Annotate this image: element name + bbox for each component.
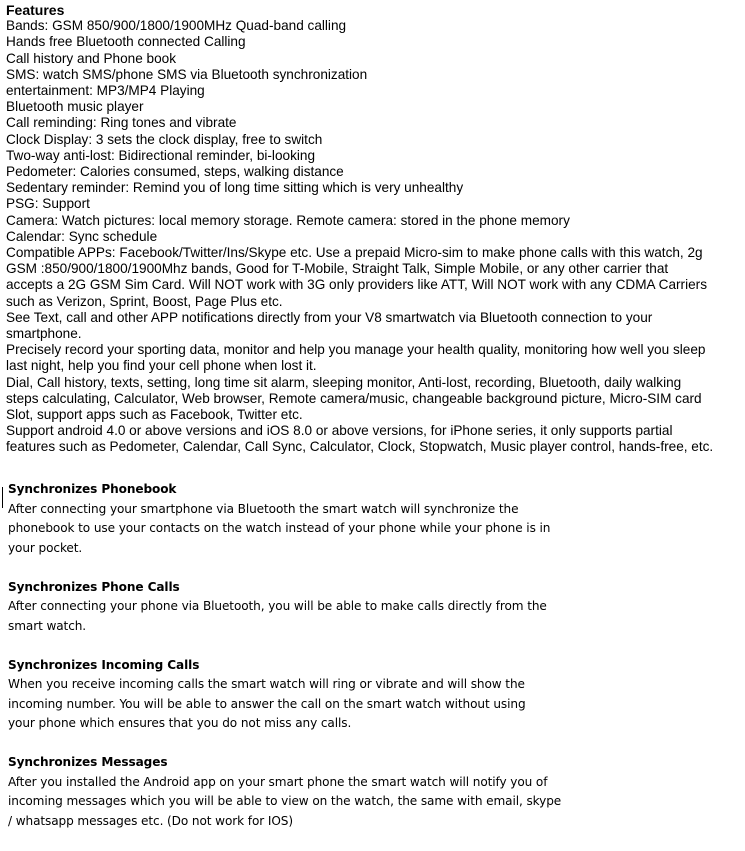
features-title: Features [6, 2, 65, 18]
features-line: SMS: watch SMS/phone SMS via Bluetooth synchronization [6, 66, 368, 82]
features-line: Compatible APPs: Facebook/Twitter/Ins/Skype etc. Use a prepaid Micro-sim to make phone calls with this watch, 2g [6, 245, 703, 261]
features-line: entertainment: MP3/MP4 Playing [6, 83, 205, 99]
features-line: See Text, call and other APP notifications directly from your V8 smartwatch via Bluetooth connection to your [6, 309, 653, 325]
document [6, 2, 743, 456]
features-line: features such as Pedometer, Calendar, Call Sync, Calculator, Clock, Stopwatch, Music player control, hands-free, etc. [6, 439, 714, 455]
section-body [8, 597, 608, 636]
features-block [6, 2, 743, 456]
features-line: smartphone. [6, 326, 82, 342]
features-line: Clock Display: 3 sets the clock display, free to switch [6, 131, 323, 147]
features-line: such as Verizon, Sprint, Boost, Page Plus etc. [6, 293, 283, 309]
features-line: PSG: Support [6, 196, 90, 212]
features-list [6, 18, 743, 455]
features-line: GSM :850/900/1800/1900Mhz bands, Good for T-Mobile, Straight Talk, Simple Mobile, or any other carrier that [6, 261, 669, 277]
section-incoming-calls [8, 656, 608, 734]
section-line: smart watch. [8, 618, 87, 633]
section-line: After connecting your smartphone via Bluetooth the smart watch will synchronize the [8, 501, 519, 516]
features-line: Precisely record your sporting data, monitor and help you manage your health quality, monitoring how well you sleep [6, 342, 706, 358]
features-line: Support android 4.0 or above versions and iOS 8.0 or above versions, for iPhone series, it only supports partial [6, 423, 673, 439]
features-line: Pedometer: Calories consumed, steps, walking distance [6, 164, 344, 180]
features-line: Call history and Phone book [6, 50, 177, 66]
section-heading: Synchronizes Phone Calls [8, 579, 180, 594]
section-heading: Synchronizes Messages [8, 755, 168, 769]
features-line: Camera: Watch pictures: local memory storage. Remote camera: stored in the phone memory [6, 212, 570, 228]
features-line: Bluetooth music player [6, 99, 144, 115]
section-line: After you installed the Android app on your smart phone the smart watch will notify you of [8, 774, 548, 789]
section-phone-calls [8, 578, 608, 637]
features-line: Sedentary reminder: Remind you of long time sitting which is very unhealthy [6, 180, 464, 196]
section-phonebook [8, 480, 608, 558]
section-messages [8, 753, 608, 831]
section-line: incoming messages which you will be able to view on the watch, the same with email, skype [8, 794, 562, 808]
sync-sections [8, 480, 608, 851]
features-line: last night, help you find your cell phone when lost it. [6, 358, 317, 374]
features-line: accepts a 2G GSM Sim Card. Will NOT work with 3G only providers like ATT, Will NOT work with any CDMA Carriers [6, 277, 707, 293]
text-cursor [2, 487, 3, 508]
section-body [8, 675, 608, 734]
features-line: Slot, support apps such as Facebook, Twitter etc. [6, 407, 303, 423]
features-line: Bands: GSM 850/900/1800/1900MHz Quad-band calling [6, 18, 347, 34]
section-line: incoming number. You will be able to answer the call on the smart watch without using [8, 696, 526, 711]
section-line: When you receive incoming calls the smart watch will ring or vibrate and will show the [8, 677, 525, 691]
features-line: Hands free Bluetooth connected Calling [6, 34, 246, 50]
features-line: Two-way anti-lost: Bidirectional reminder, bi-looking [6, 147, 316, 163]
section-line: / whatsapp messages etc. (Do not work for IOS) [8, 813, 293, 828]
section-heading: Synchronizes Phonebook [8, 482, 177, 496]
section-line: your pocket. [8, 540, 83, 555]
section-line: phonebook to use your contacts on the watch instead of your phone while your phone is in [8, 521, 551, 535]
features-line: Calendar: Sync schedule [6, 228, 158, 244]
features-line: Dial, Call history, texts, setting, long time sit alarm, sleeping monitor, Anti-lost, recording, Bluetooth, daily walking [6, 374, 682, 390]
features-line: steps calculating, Calculator, Web browser, Remote camera/music, changeable background picture, Micro-SIM card [6, 390, 702, 406]
section-body [8, 773, 608, 832]
section-body [8, 500, 608, 559]
section-line: your phone which ensures that you do not miss any calls. [8, 716, 352, 730]
section-line: After connecting your phone via Bluetooth, you will be able to make calls directly from the [8, 599, 547, 613]
section-heading: Synchronizes Incoming Calls [8, 657, 200, 672]
features-line: Call reminding: Ring tones and vibrate [6, 115, 237, 131]
